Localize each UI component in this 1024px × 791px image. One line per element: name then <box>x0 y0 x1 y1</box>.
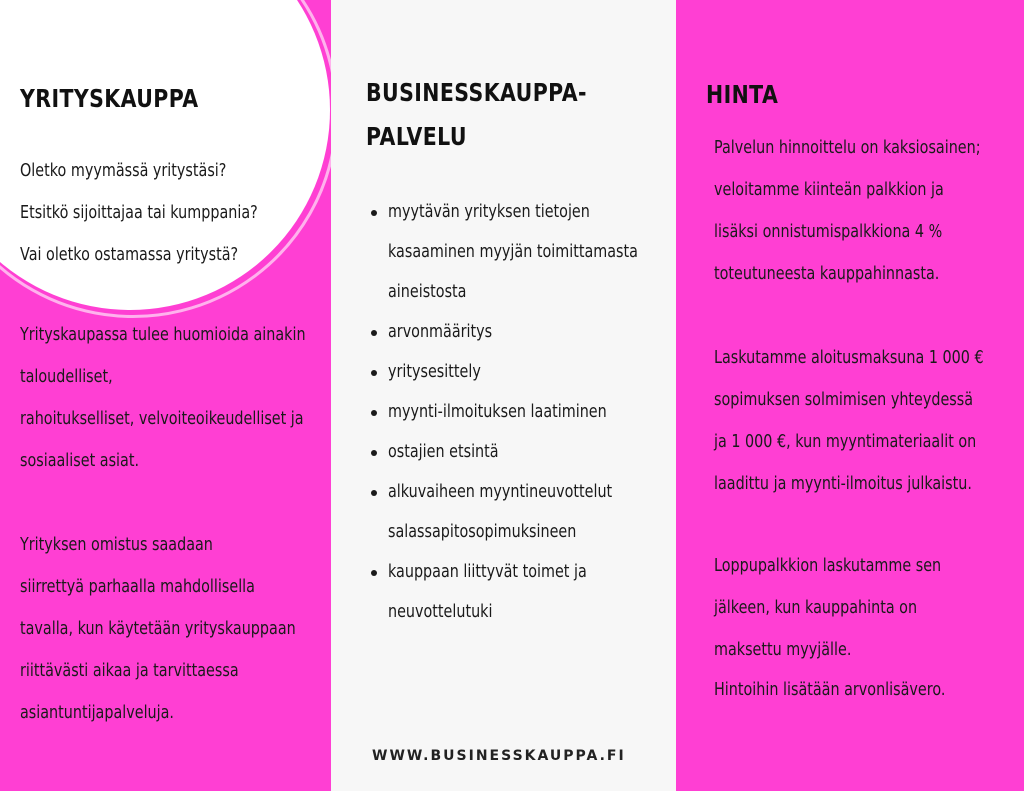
hinta-heading: HINTA <box>706 80 779 109</box>
paragraph-line: Yrityskaupassa tulee huomioida ainakin <box>20 325 306 345</box>
list-item-line: neuvottelutuki <box>388 602 493 622</box>
service-heading-line2: PALVELU <box>366 122 467 151</box>
paragraph-line: taloudelliset, <box>20 367 113 387</box>
paragraph-line: Laskutamme aloitusmaksuna 1 000 € <box>714 348 984 368</box>
list-item-line: ostajien etsintä <box>388 442 499 462</box>
paragraph-line: Yrityksen omistus saadaan <box>20 535 213 555</box>
paragraph-line: veloitamme kiinteän palkkion ja <box>714 180 944 200</box>
left-panel <box>0 0 331 791</box>
paragraph-line: laadittu ja myynti-ilmoitus julkaistu. <box>714 474 972 494</box>
question-line: Vai oletko ostamassa yritystä? <box>20 245 239 265</box>
list-item-line: myytävän yrityksen tietojen <box>388 202 590 222</box>
list-item-line: myynti-ilmoituksen laatiminen <box>388 402 607 422</box>
paragraph-line: sopimuksen solmimisen yhteydessä <box>714 390 974 410</box>
list-item-line: kasaaminen myyjän toimittamasta <box>388 242 638 262</box>
middle-panel <box>331 0 676 791</box>
list-item-line: salassapitosopimuksineen <box>388 522 577 542</box>
question-line: Etsitkö sijoittajaa tai kumppania? <box>20 203 258 223</box>
list-item <box>366 312 676 352</box>
list-item <box>366 392 676 432</box>
ownership-paragraph <box>20 524 296 734</box>
pricing-paragraph <box>714 127 981 295</box>
paragraph-line: toteutuneesta kauppahinnasta. <box>714 264 940 284</box>
yrityskauppa-heading: YRITYSKAUPPA <box>20 84 199 113</box>
paragraph-line: Hintoihin lisätään arvonlisävero. <box>714 680 946 700</box>
list-item-line: alkuvaiheen myyntineuvottelut <box>388 482 613 502</box>
list-item <box>366 472 676 552</box>
paragraph-line: ja 1 000 €, kun myyntimateriaalit on <box>714 432 977 452</box>
paragraph-line: riittävästi aikaa ja tarvittaessa <box>20 661 239 681</box>
paragraph-line: jälkeen, kun kauppahinta on <box>714 598 918 618</box>
final-fee-paragraph <box>714 545 945 709</box>
list-item-line: aineistosta <box>388 282 467 302</box>
list-item-line: yritysesittely <box>388 362 481 382</box>
question-line: Oletko myymässä yritystäsi? <box>20 161 227 181</box>
paragraph-line: lisäksi onnistumispalkkiona 4 % <box>714 222 943 242</box>
paragraph-line: sosiaaliset asiat. <box>20 451 140 471</box>
list-item <box>366 352 676 392</box>
billing-paragraph <box>714 337 984 505</box>
right-panel <box>676 0 1024 791</box>
considerations-paragraph <box>20 314 306 482</box>
paragraph-line: Loppupalkkion laskutamme sen <box>714 556 942 576</box>
service-list <box>366 192 676 632</box>
intro-questions <box>20 150 258 276</box>
paragraph-line: siirrettyä parhaalla mahdollisella <box>20 577 255 597</box>
list-item <box>366 192 676 312</box>
list-item <box>366 552 676 632</box>
paragraph-line: maksettu myyjälle. <box>714 640 852 660</box>
paragraph-line: Palvelun hinnoittelu on kaksiosainen; <box>714 138 981 158</box>
list-item-line: arvonmääritys <box>388 322 493 342</box>
website-url: WWW.BUSINESSKAUPPA.FI <box>372 748 626 764</box>
paragraph-line: rahoitukselliset, velvoiteoikeudelliset ja <box>20 409 304 429</box>
paragraph-line: asiantuntijapalveluja. <box>20 703 174 723</box>
service-heading-line1: BUSINESSKAUPPA- <box>366 78 587 107</box>
list-item <box>366 432 676 472</box>
paragraph-line: tavalla, kun käytetään yrityskauppaan <box>20 619 296 639</box>
list-item-line: kauppaan liittyvät toimet ja <box>388 562 587 582</box>
